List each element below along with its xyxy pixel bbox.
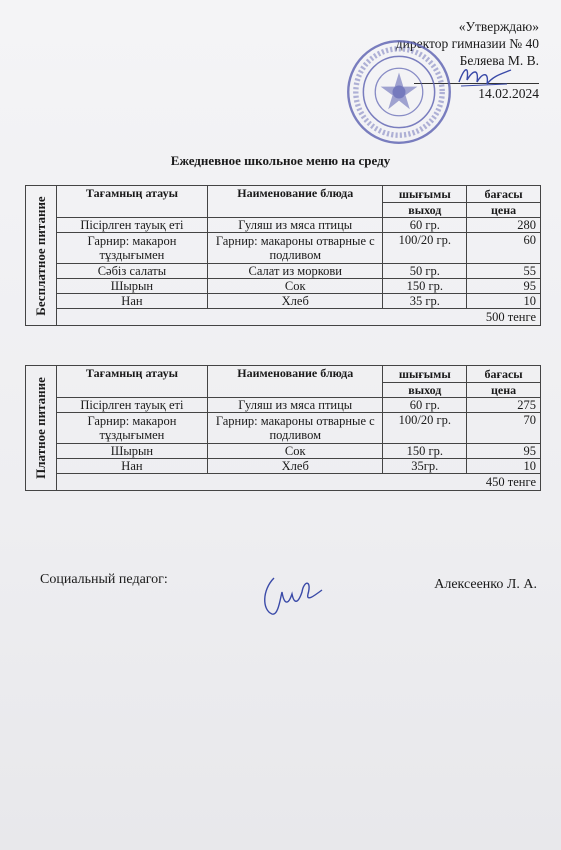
table-row [26,264,541,279]
free-meals-table [25,185,541,326]
cell-price: 275 [467,398,541,413]
header-ru-name: Наименование блюда [208,186,383,218]
header-output-ru: выход [383,383,467,398]
total-amount: 500 тенге [56,309,540,326]
cell-ru: Гуляш из мяса птицы [208,398,383,413]
table-header-row [26,366,541,383]
cell-ru: Сок [208,444,383,459]
cell-price: 280 [467,218,541,233]
header-price-kk: бағасы [467,366,541,383]
cell-output: 100/20 гр. [383,233,467,264]
page-title: Ежедневное школьное меню на среду [170,153,391,168]
header-price-ru: цена [467,383,541,398]
header-output-ru: выход [383,203,467,218]
approval-director: Беляева М. В. [459,53,539,68]
cell-kk: Шырын [56,444,207,459]
cell-kk: Гарнир: макарон тұздығымен [56,233,207,264]
cell-price: 10 [467,294,541,309]
table-total-row [26,309,541,326]
table-row [26,294,541,309]
cell-kk: Пісірлген тауық еті [56,398,207,413]
table-row [26,398,541,413]
cell-output: 100/20 гр. [383,413,467,444]
table-total-row [26,474,541,491]
cell-kk: Пісірлген тауық еті [56,218,207,233]
cell-kk: Гарнир: макарон тұздығымен [56,413,207,444]
table-row [26,233,541,264]
header-ru-name: Наименование блюда [208,366,383,398]
cell-output: 35 гр. [383,294,467,309]
cell-price: 60 [467,233,541,264]
cell-kk: Сәбіз салаты [56,264,207,279]
cell-output: 150 гр. [383,279,467,294]
cell-price: 55 [467,264,541,279]
cell-price: 10 [467,459,541,474]
header-output-kk: шығымы [383,366,467,383]
table-row [26,444,541,459]
cell-ru: Салат из моркови [208,264,383,279]
paid-meals-table [25,365,541,491]
total-amount: 450 тенге [56,474,540,491]
header-price-ru: цена [467,203,541,218]
cell-ru: Хлеб [208,459,383,474]
cell-kk: Шырын [56,279,207,294]
cell-price: 95 [467,444,541,459]
table-row [26,279,541,294]
side-label: Платное питание [26,366,57,491]
approval-position: директор гимназии № 40 [395,36,539,51]
cell-ru: Сок [208,279,383,294]
cell-output: 60 гр. [383,398,467,413]
cell-output: 50 гр. [383,264,467,279]
cell-price: 95 [467,279,541,294]
official-stamp-icon [345,38,453,146]
footer-name: Алексеенко Л. А. [434,577,537,592]
side-label: Бесплатное питание [26,186,57,326]
cell-ru: Гарнир: макароны отварные с подливом [208,413,383,444]
approval-title: «Утверждаю» [458,19,539,34]
footer-role: Социальный педагог: [40,572,168,587]
table-row [26,459,541,474]
table-header-row [26,186,541,203]
cell-kk: Нан [56,294,207,309]
table-row [26,218,541,233]
header-output-kk: шығымы [383,186,467,203]
header-kk-name: Тағамның атауы [56,366,207,398]
cell-kk: Нан [56,459,207,474]
table-row [26,413,541,444]
header-kk-name: Тағамның атауы [56,186,207,218]
cell-output: 60 гр. [383,218,467,233]
cell-ru: Гуляш из мяса птицы [208,218,383,233]
approval-date: 14.02.2024 [414,83,539,102]
cell-output: 35гр. [383,459,467,474]
cell-ru: Гарнир: макароны отварные с подливом [208,233,383,264]
director-signature-icon [455,62,515,90]
cell-output: 150 гр. [383,444,467,459]
cell-ru: Хлеб [208,294,383,309]
header-price-kk: бағасы [467,186,541,203]
teacher-signature-icon [258,570,328,618]
cell-price: 70 [467,413,541,444]
